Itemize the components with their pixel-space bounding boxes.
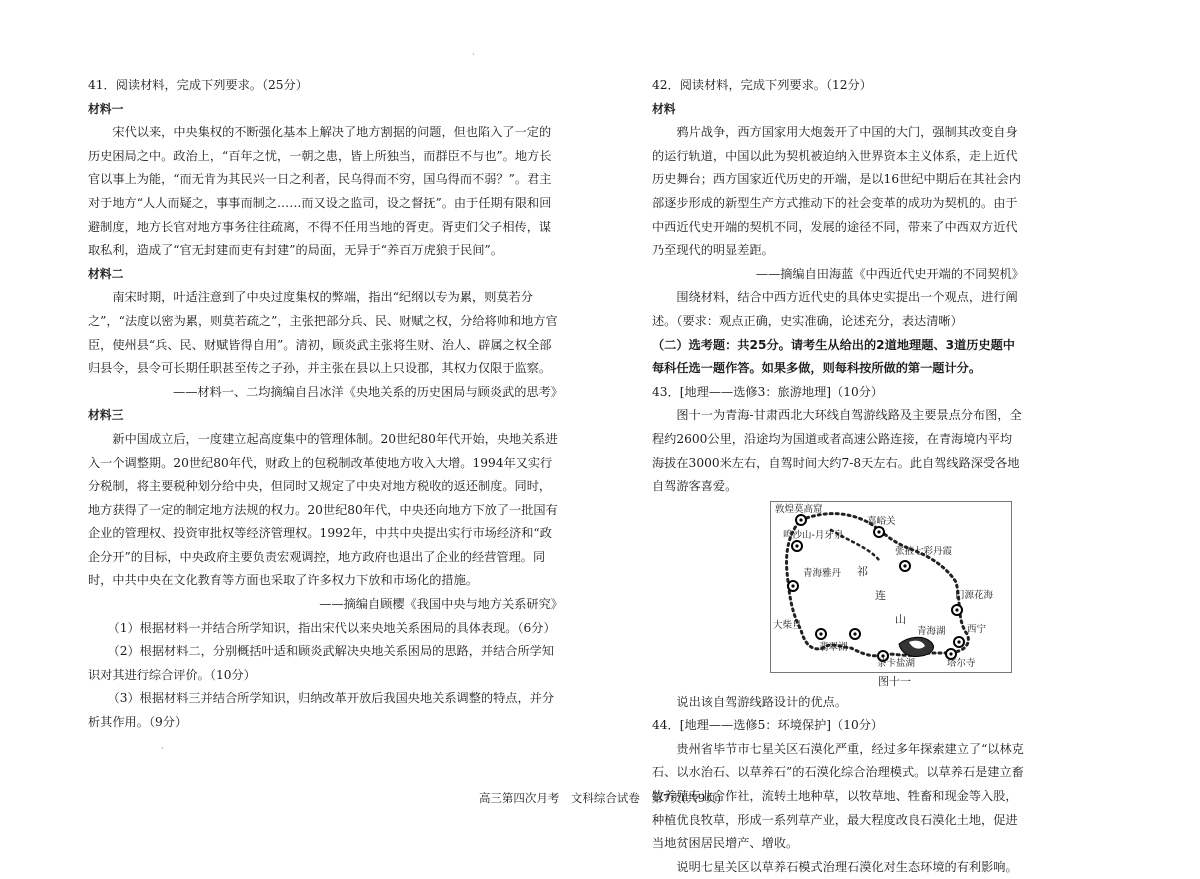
map-caption: 图十一: [878, 674, 911, 688]
q41-sub-question-1: （1）根据材料一并结合所学知识，指出宋代以来央地关系困局的具体表现。（6分）: [107, 620, 556, 635]
material-3-source: ——摘编自顾樱《我国中央与地方关系研究》: [319, 597, 563, 612]
label-xining: 西宁: [967, 623, 987, 635]
q41-sub-question-2: （2）根据材料二，分别概括叶适和顾炎武解决央地关系困局的思路，并结合所学知识对其进行综合评价。（10分）: [88, 644, 555, 682]
label-feicui: 翡翠湖: [819, 641, 848, 653]
route-map-graphic: [771, 502, 1011, 672]
label-dachaidan: 大柴旦: [773, 619, 802, 631]
label-qinghaihu: 青海湖: [917, 625, 946, 637]
page-footer: 高三第四次月考 文科综合试卷 第7页(共9页): [478, 791, 722, 805]
route-map: [770, 501, 1012, 673]
left-column: [88, 74, 563, 735]
q42-title: 42．阅读材料，完成下列要求。（12分）: [652, 78, 872, 92]
scan-speck: ·: [161, 744, 164, 753]
label-qi: 祁: [857, 564, 868, 578]
q41-sub-question-3: （3）根据材料三并结合所学知识，归纳改革开放后我国央地关系调整的特点，并分析其作用。（9分）: [88, 691, 555, 730]
optional-section-heading: （二）选考题：共25分。请考生从给出的2道地理题、3道历史题中每科任选一题作答。如果多做，则每科按所做的第一题计分。: [652, 337, 1015, 376]
label-chaka: 茶卡盐湖: [877, 657, 916, 669]
material-3-text: 新中国成立后，一度建立起高度集中的管理体制。20世纪80年代开始，央地关系进入一个调整期。20世纪80年代，财政上的包税制改革使地方收入大增。1994年又实行分税制，将主要税种划分给中央，但同时又规定了中央对地方税收的返还制度。同时，地方获得了一定的制定地方法规的权力。20世纪80年代，中央还向地方下放了一批国有企业的管理权、投资审批权等经济管理权。1992年，中共中央提出实行市场经济和“政企分开”的目标，中央政府主要负责宏观调控，地方政府也退出了企业的经营管理。同时，中共中央在文化教育等方面也采取了许多权力下放和市场化的措施。: [88, 431, 558, 588]
q42-material-text: 鸦片战争，西方国家用大炮轰开了中国的大门，强制其改变自身的运行轨道，中国以此为契机被迫纳入世界资本主义体系，走上近代历史舞台；西方国家近代历史的开端，是以16世纪中期后在其社会内部逐步形成的新型生产方式推动下的社会变革的成功为契机的。由于中西近代史开端的契机不同，发展的途径不同，带来了中西双方近代乃至现代的明显差距。: [652, 125, 1021, 258]
material-2-text: 南宋时期，叶适注意到了中央过度集权的弊端，指出“纪纲以专为累，则莫若分之”，“法度以密为累，则莫若疏之”，主张把部分兵、民、财赋之权，分给将帅和地方官臣，使州县“兵、民、财赋皆得自用”。清初，顾炎武主张将生财、治人、辟属之权全部归县令，县令可长期任职甚至传之子孙，并主张在县以上只设郡，其权力仅限于监察。: [88, 290, 558, 376]
q43-question: 说出该自驾游线路设计的优点。: [676, 694, 848, 709]
material-2-heading: 材料二: [88, 266, 124, 281]
q44-question: 说明七星关区以草养石模式治理石漠化对生态环境的有利影响。: [676, 859, 1018, 874]
label-shan: 山: [895, 612, 906, 626]
q42-material-source: ——摘编自田海蓝《中西近代史开端的不同契机》: [755, 266, 1024, 281]
right-column: [652, 74, 1024, 879]
scan-speck: ·: [472, 50, 475, 59]
material-1-heading: 材料一: [88, 101, 124, 116]
label-jiayuguan: 嘉峪关: [867, 515, 896, 527]
label-yadan: 青海雅丹: [803, 567, 842, 579]
label-zhangye: 张掖七彩丹霞: [895, 545, 953, 557]
label-taer: 塔尔寺: [947, 657, 976, 669]
material-2-source: ——材料一、二均摘编自吕冰洋《央地关系的历史困局与顾炎武的思考》: [173, 384, 563, 399]
q41-title: 41．阅读材料，完成下列要求。（25分）: [88, 78, 308, 92]
label-dunhuang: 敦煌莫高窟: [775, 503, 823, 515]
material-1-text: 宋代以来，中央集权的不断强化基本上解决了地方割据的问题，但也陷入了一定的历史困局之中。政治上，“百年之忧，一朝之患，皆上所独当，而群臣不与也”。地方长官以事上为能，“而无肯为其民兴一日之利者，民乌得而不穷，国乌得而不弱？”。君主对于地方“人人而疑之，事事而制之……而又设之监司，设之督抚”。由于任期有限和回避制度，地方长官对地方事务往往疏离，不得不任用当地的胥吏。胥吏们父子相传，谋取私利，造成了“官无封建而吏有封建”的局面，无异于“养百万虎狼于民间”。: [88, 125, 552, 258]
q43-title: 43．[地理——选修3：旅游地理]（10分）: [652, 384, 884, 399]
q44-text: 贵州省毕节市七星关区石漠化严重，经过多年探索建立了“以林克石、以水治石、以草养石”的石漠化综合治理模式。以草养石是建立畜牧养殖专业合作社，流转土地种草，以牧草地、牲畜和现金等入股，种植优良牧草，形成一系列草产业，最大程度改良石漠化土地，促进当地贫困居民增产、增收。: [652, 741, 1024, 851]
label-lian: 连: [875, 588, 886, 602]
material-3-heading: 材料三: [88, 408, 124, 423]
q43-text: 图十一为青海-甘肃西北大环线自驾游线路及主要景点分布图，全程约2600公里，沿途均为国道或者高速公路连接，在青海境内平均海拔在3000米左右，自驾时间大约7-8天左右。此自驾线路深受各地自驾游客喜爱。: [652, 408, 1022, 494]
label-menyuan: 门源花海: [955, 589, 994, 601]
label-mingsha: 鸣沙山-月牙泉: [783, 529, 844, 541]
q44-title: 44．[地理——选修5：环境保护]（10分）: [652, 718, 884, 733]
q42-requirement: 围绕材料，结合中西方近代史的具体史实提出一个观点，进行阐述。（要求：观点正确，史实准确，论述充分，表达清晰）: [652, 290, 1018, 328]
q42-material-heading: 材料: [652, 101, 676, 116]
